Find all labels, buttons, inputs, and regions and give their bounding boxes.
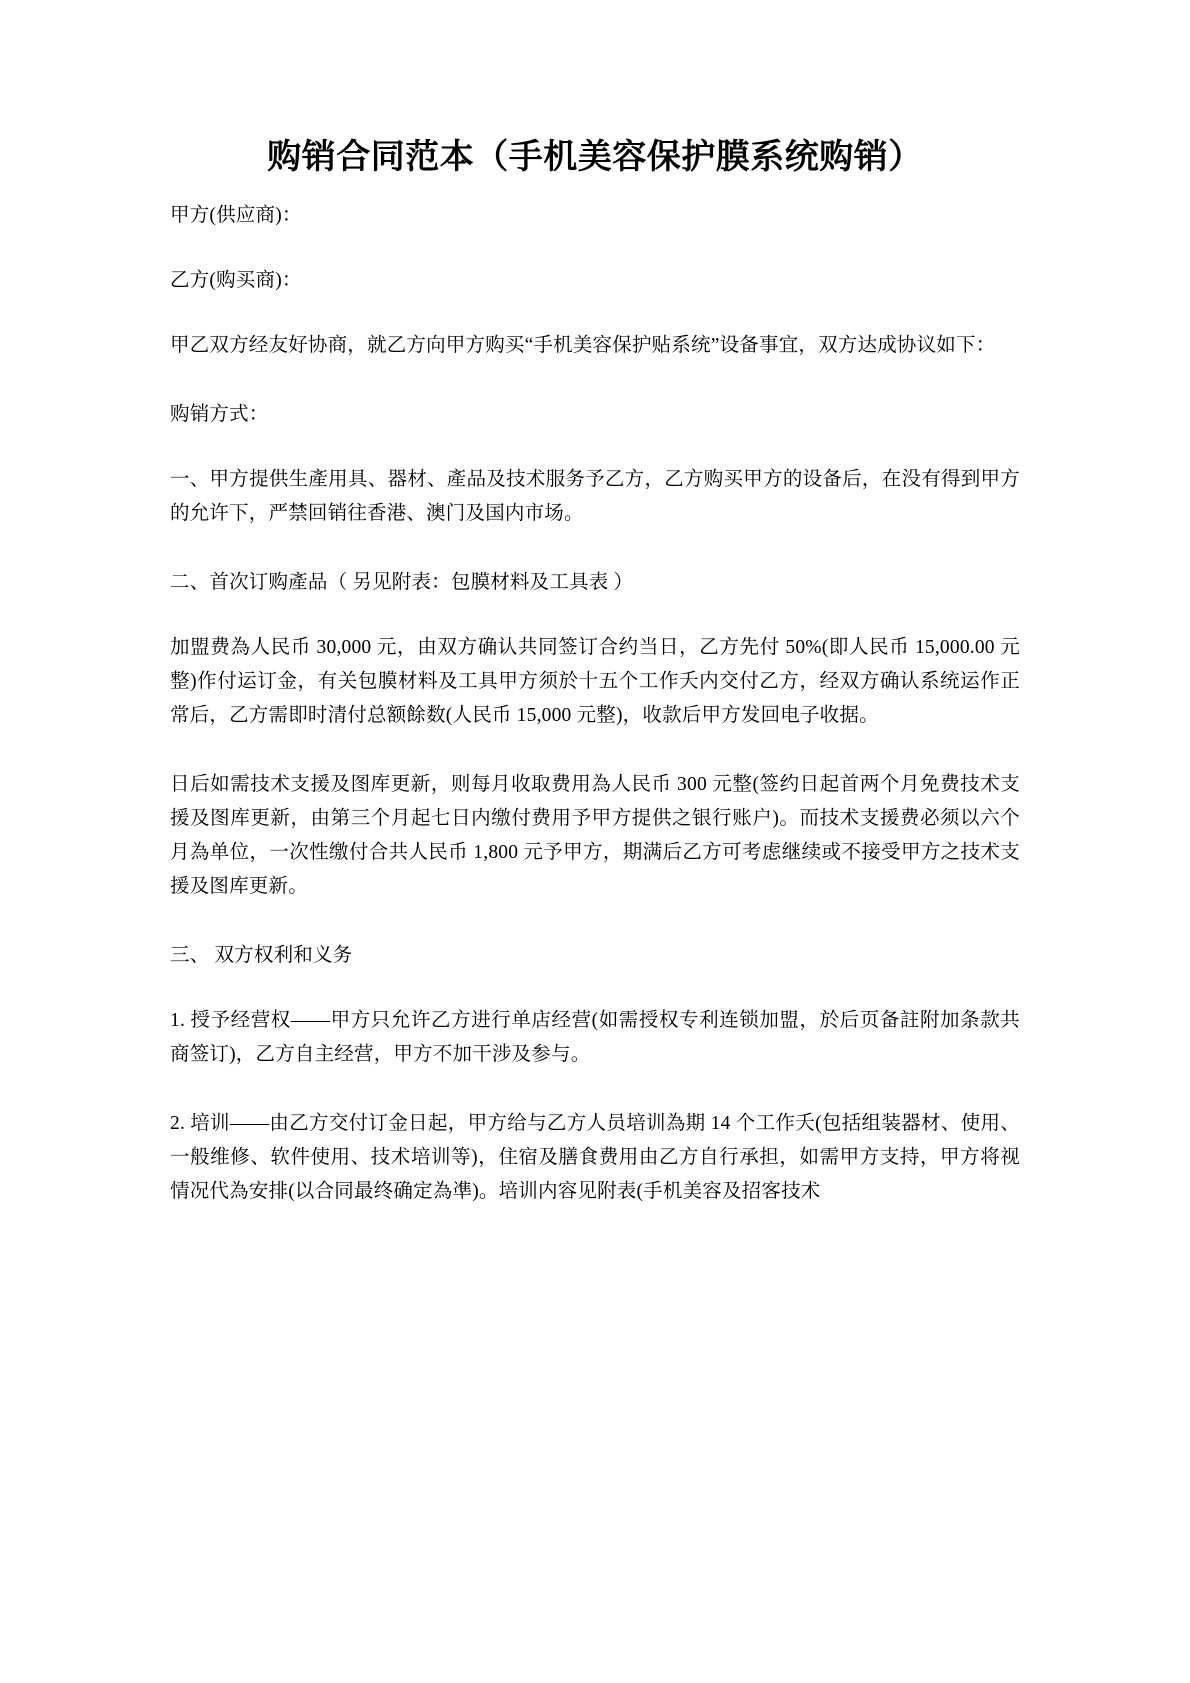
clause-three-heading: 三、 双方权利和义务 bbox=[170, 944, 353, 966]
clause-three-item-2: 2. 培训——由乙方交付订金日起，甲方给与乙方人员培训為期 14 个工作夭(包括组装器材、使用、一般维修、软件使用、技术培训等)，住宿及膳食费用由乙方自行承担，如需甲方支持，甲方将视情况代為安排(以合同最终确定為凖)。培训内容见附表(手机美容及招客技术 bbox=[170, 1112, 1020, 1202]
clause-two-heading: 二、首次订购產品（ 另见附表：包膜材料及工具表 ） bbox=[170, 571, 634, 593]
franchise-fee-paragraph: 加盟费為人民币 30,000 元，由双方确认共同签订合约当日，乙方先付 50%(即人民币 15,000.00 元整)作付运订金，有关包膜材料及工具甲方须於十五个工作夭内交付乙方，经双方确认系统运作正常后，乙方需即时清付总额餘数(人民币 15,000 元整)，收款后甲方发回电子收据。 bbox=[170, 636, 1020, 726]
clause-three-item-1: 1. 授予经营权——甲方只允许乙方进行单店经营(如需授权专利连锁加盟，於后页备註附加条款共商签订)，乙方自主经营，甲方不加干涉及参与。 bbox=[170, 1009, 1020, 1065]
party-b-line: 乙方(购买商)： bbox=[170, 269, 302, 291]
party-a-line: 甲方(供应商)： bbox=[170, 204, 302, 226]
preamble-paragraph: 甲乙双方经友好协商，就乙方向甲方购买“手机美容保护贴系统”设备事宜，双方达成协议如下： bbox=[170, 334, 996, 356]
page-title: 购销合同范本（手机美容保护膜系统购销） bbox=[267, 138, 923, 176]
technical-support-paragraph: 日后如需技术支援及图库更新，则每月收取费用為人民币 300 元整(签约日起首两个月免费技术支援及图库更新，由第三个月起七日内缴付费用予甲方提供之银行账户)。而技术支援费必须以六个月為单位，一次性缴付合共人民币 1,800 元予甲方，期满后乙方可考虑继续或不接受甲方之技术支援及图库更新。 bbox=[170, 773, 1020, 897]
purchase-method-heading: 购销方式： bbox=[170, 403, 269, 425]
clause-one-paragraph: 一、甲方提供生產用具、器材、產品及技术服务予乙方，乙方购买甲方的设备后，在没有得到甲方的允许下，严禁回销往香港、澳门及国内市场。 bbox=[170, 468, 1020, 524]
